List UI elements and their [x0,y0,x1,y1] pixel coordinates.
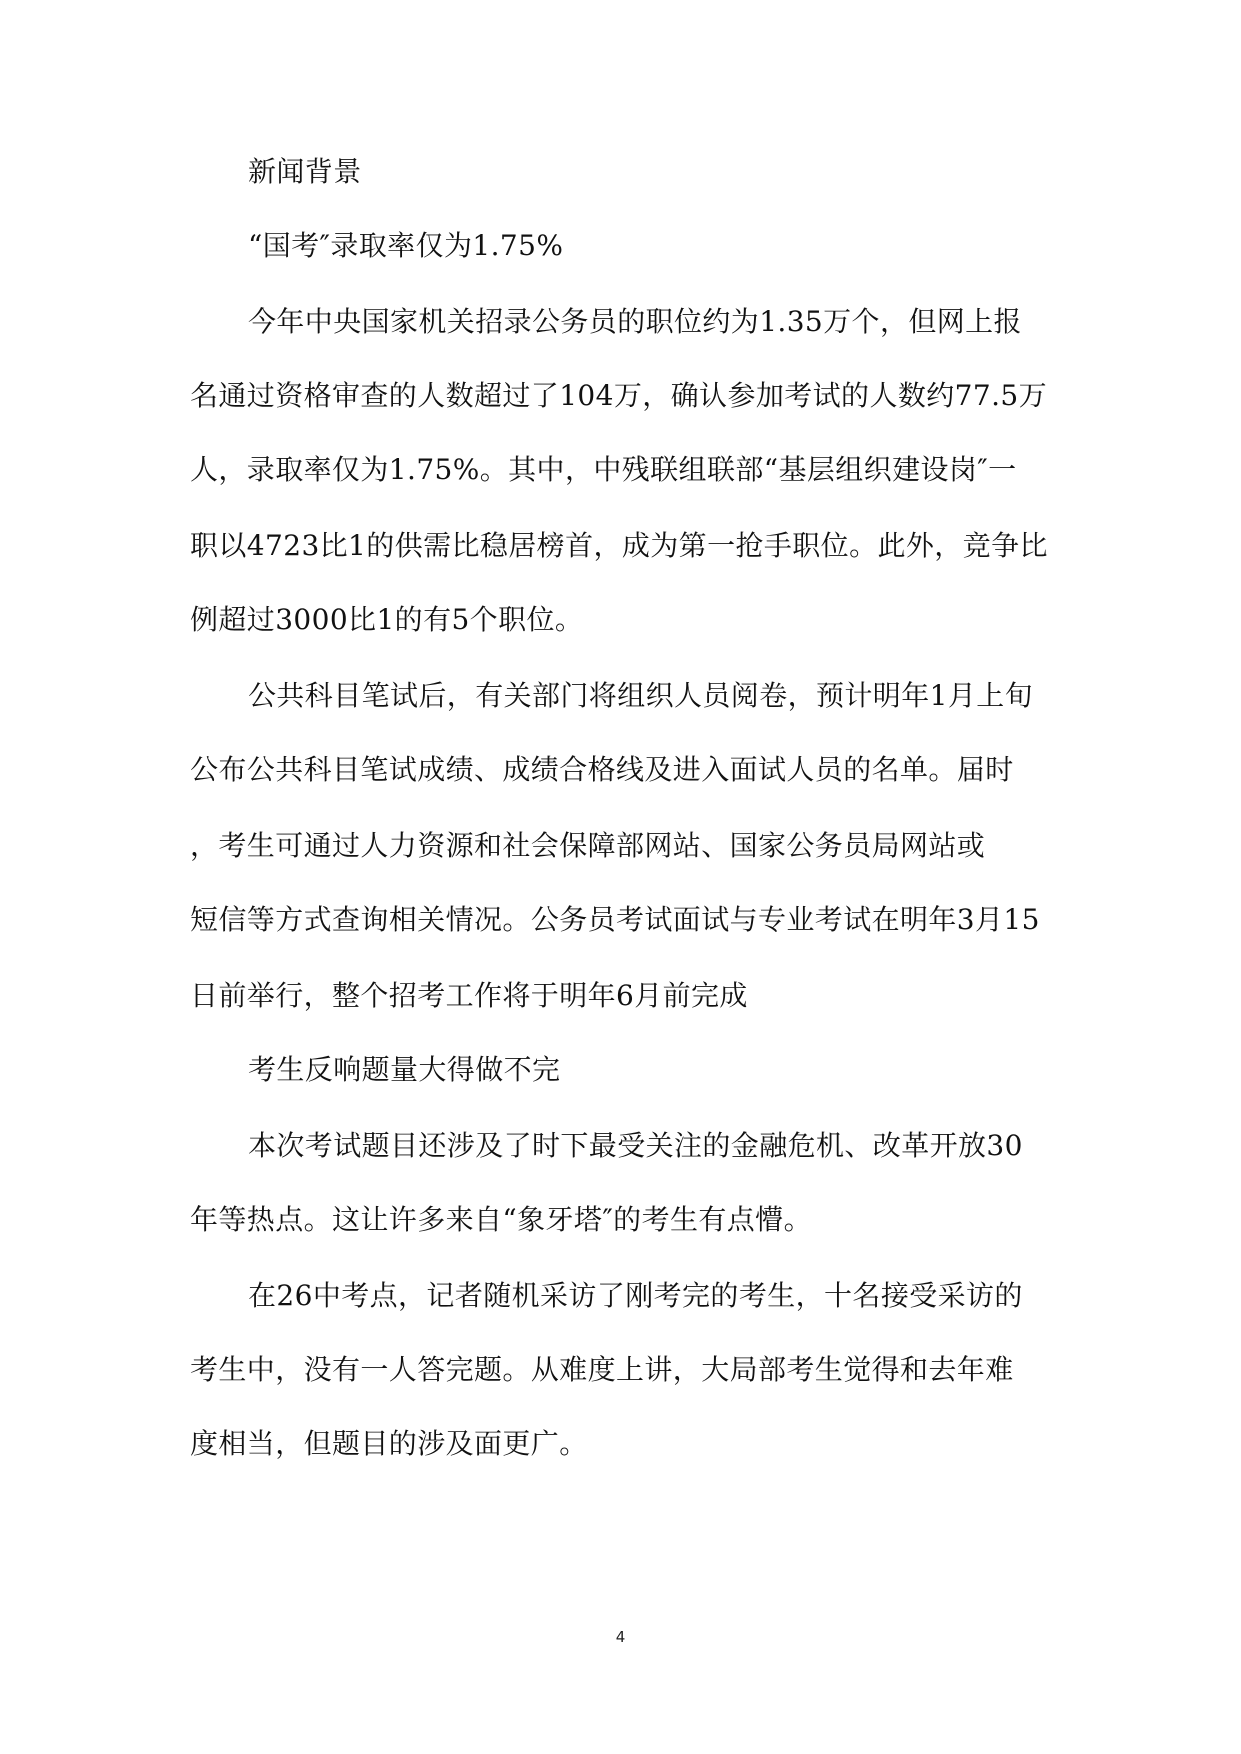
section-heading-news-background: 新闻背景 [248,155,362,188]
paragraph-line: 人，录取率仅为1.75%。其中，中残联组联部“基层组织建设岗″一 [190,453,1017,486]
paragraph-line: 在26中考点，记者随机采访了刚考完的考生，十名接受采访的 [248,1279,1023,1312]
paragraph-line: 公共科目笔试后，有关部门将组织人员阅卷，预计明年1月上旬 [248,679,1034,712]
subheading-admission-rate: “国考″录取率仅为1.75% [248,229,564,262]
paragraph-line: 本次考试题目还涉及了时下最受关注的金融危机、改革开放30 [248,1129,1023,1162]
paragraph-line: 职以4723比1的供需比稳居榜首，成为第一抢手职位。此外，竞争比 [190,529,1048,562]
paragraph-line: ，考生可通过人力资源和社会保障部网站、国家公务员局网站或 [190,829,986,862]
paragraph-line: 考生中，没有一人答完题。从难度上讲，大局部考生觉得和去年难 [190,1353,1014,1386]
page-number: 4 [615,1628,626,1646]
subheading-exam-feedback: 考生反响题量大得做不完 [248,1053,561,1086]
paragraph-line: 今年中央国家机关招录公务员的职位约为1.35万个，但网上报 [248,305,1022,338]
paragraph-line: 年等热点。这让许多来自“象牙塔″的考生有点懵。 [190,1203,812,1236]
paragraph-line: 名通过资格审查的人数超过了104万，确认参加考试的人数约77.5万 [190,379,1047,412]
paragraph-line: 度相当，但题目的涉及面更广。 [190,1427,588,1460]
paragraph-line: 日前举行，整个招考工作将于明年6月前完成 [190,979,748,1012]
paragraph-line: 公布公共科目笔试成绩、成绩合格线及进入面试人员的名单。届时 [190,753,1014,786]
paragraph-line: 短信等方式查询相关情况。公务员考试面试与专业考试在明年3月15 [190,903,1040,936]
paragraph-line: 例超过3000比1的有5个职位。 [190,603,584,636]
